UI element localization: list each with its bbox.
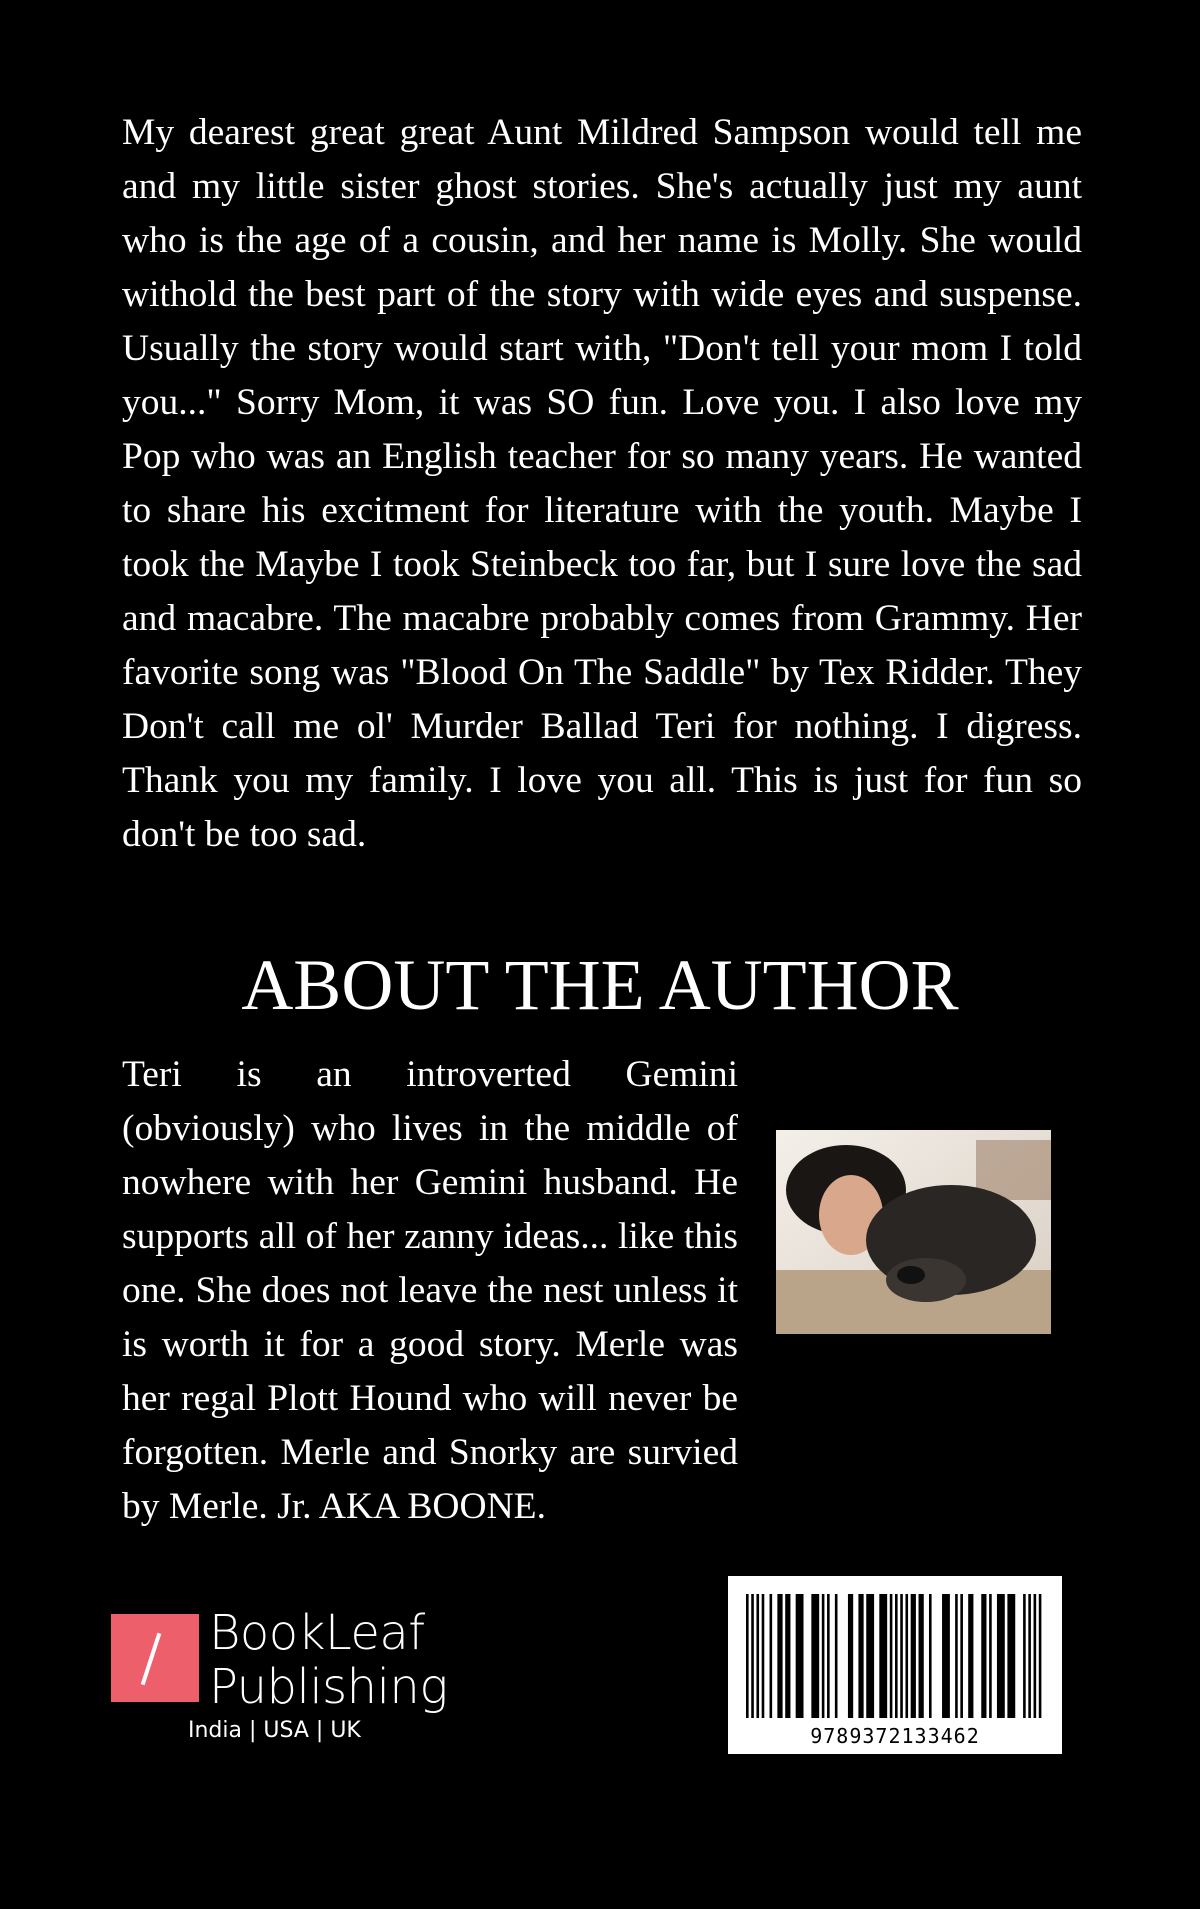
barcode-bar [905,1594,908,1718]
barcode-bar [858,1594,863,1718]
barcode-bar [777,1594,782,1718]
barcode-bar [835,1594,838,1718]
barcode-bar [919,1594,924,1718]
barcode-bar [1034,1594,1037,1718]
barcode-bar [1007,1594,1015,1718]
barcode-bar [866,1594,874,1718]
barcode-bar [1023,1594,1026,1718]
barcode-bar [911,1594,916,1718]
author-bio: Teri is an introverted Gemini (obviously) who lives in the middle of nowhere with her Gemini husband. He supports all of her zanny ideas... like this one. She does not leave the nest unless it is worth it for a good story. Merle was her regal Plott Hound who will never be forgotten. Merle and Snorky are survied by Merle. Jr. AKA BOONE. [122,1054,738,1527]
barcode-bar [981,1594,986,1718]
barcode-bar [811,1594,819,1718]
dedication-text: My dearest great great Aunt Mildred Sampson would tell me and my little sister ghost stories. She's actually just my aunt who is the age of a cousin, and her name is Molly. She would withold the best part of the story with wide eyes and suspense. Usually the story would start with, "Don't tell your mom I told you..." Sorry Mom, it was SO fun. Love you. I also love my Pop who was an English teacher for so many years. He wanted to share his excitment for literature with the youth. Maybe I took the Maybe I took Steinbeck too far, but I sure love the sad and macabre. The macabre probably comes from Grammy. Her favorite song was "Blood On The Saddle" by Tex Ridder. They Don't call me ol' Murder Ballad Teri for nothing. I digress. Thank you my family. I love you all. This is just for fun so don't be too sad. [122,112,1082,855]
barcode-bar [989,1594,992,1718]
about-author-heading: ABOUT THE AUTHOR [241,945,959,1025]
barcode-bar [900,1594,903,1718]
isbn-number: 9789372133462 [810,1724,980,1748]
barcode-bar [960,1594,963,1718]
author-photo [776,1130,1051,1334]
barcode-bar [1039,1594,1042,1718]
author-with-dog-image [776,1130,1051,1334]
barcode-bar [968,1594,973,1718]
barcode-bar [762,1594,765,1718]
barcode-bar [785,1594,790,1718]
barcode-bar [997,1594,1005,1718]
barcode-bars [746,1594,1044,1718]
isbn-barcode [728,1576,1062,1754]
barcode-bar [756,1594,759,1718]
barcode-bar [751,1594,754,1718]
publisher-regions: India | USA | UK [188,1718,361,1743]
bookleaf-logo-mark [111,1614,199,1702]
slash-icon [141,1633,161,1686]
barcode-bar [822,1594,825,1718]
publisher-logo [111,1605,531,1762]
barcode-bar [955,1594,958,1718]
barcode-bar [746,1594,749,1718]
barcode-bar [942,1594,950,1718]
barcode-bar [895,1594,898,1718]
barcode-bar [1028,1594,1031,1718]
barcode-bar [827,1594,830,1718]
barcode-bar [890,1594,893,1718]
publisher-name-line1: BookLeaf [209,1605,425,1661]
publisher-name-line2: Publishing [209,1659,448,1715]
barcode-bar [796,1594,804,1718]
publisher-name [209,1606,448,1714]
barcode-bar [929,1594,932,1718]
barcode-bar [848,1594,853,1718]
barcode-bar [770,1594,773,1718]
barcode-bar [879,1594,887,1718]
